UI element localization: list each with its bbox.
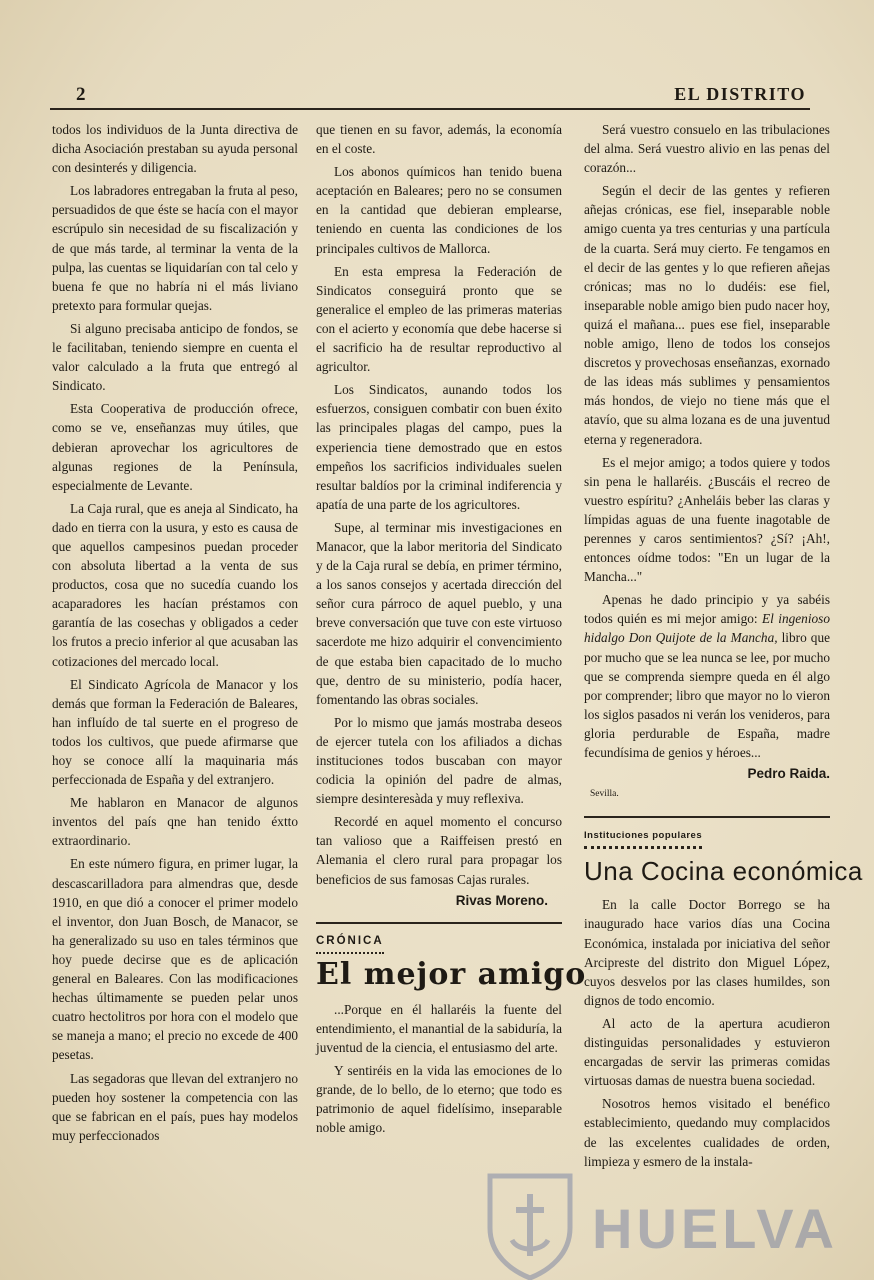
paragraph: Me hablaron en Manacor de algunos inventos del país qne han tenido éxtto extraordinario. [52, 795, 298, 849]
paragraph: Por lo mismo que jamás mostraba deseos de ejercer tutela con los afiliados a dichas instituciones todos buscaban con mayor codicia la opinión del padre de almas, siempre desinteresàda y muy reflexiva. [316, 714, 562, 807]
section-label: Instituciones populares [584, 826, 702, 849]
page-number: 2 [76, 84, 86, 105]
column-1 [52, 120, 298, 1145]
signature-place: Sevilla. [590, 789, 619, 800]
watermark-text: HUELVA [592, 1197, 838, 1260]
paragraph: Nosotros hemos visitado el benéfico establecimiento, quedando muy complacidos de las excelentes cualidades de orden, limpieza y esmero de la instala- [584, 1096, 830, 1169]
paragraph: En esta empresa la Federación de Sindicatos conseguirá pronto que se generalice el empleo de las primeras materias con el acierto y economía que debe hacerse si el sacrificio ha de resultar reproductivo al agricultor. [316, 263, 562, 375]
section-divider [316, 922, 562, 924]
paragraph: En este número figura, en primer lugar, la descascarilladora para almendras que, desde 1910, en que dió a conocer el primer modelo el inventor, don Juan Bosch, de Manacor, se ha generalizado su uso en tales términos que hoy puede decirse que es de aplicación general en Baleares. Con las modificaciones hechas últimamente se pueden pelar unos cuatro hectolitros por hora con el modelo que se maneja a mano; el precio no excede de 400 pesetas. [52, 856, 298, 1063]
page-header [50, 84, 810, 110]
paragraph: Recordé en aquel momento el concurso tan valioso que a Raiffeisen prestó en Alemania el clero rural para propagar los beneficios de sus famosas Cajas rurales. [316, 814, 562, 887]
paragraph: Según el decir de las gentes y refieren añejas crónicas, ese fiel, inseparable noble amigo cuenta ya tres centurias y una partícula de la cuarta. Será muy cierto. Fe tengamos en el decir de las gentes y lo que refieren añejas crónicas; mas no lo dudéis: ese fiel, inseparable noble amigo bien pudo nacer hoy, quizá el mañana... pues ese fiel, inseparable noble amigo, lleno de todos los consejos discretos y provechosas enseñanzas, exornado de las ideas más sublimes y pensamientos más hondos, de viejo no tiene más que el atavío, que su alma lozana es de una juventud eterna y regeneradora. [584, 183, 830, 447]
paragraph: ...Porque en él hallaréis la fuente del entendimiento, el manantial de la sabiduría, la juventud de la ciencia, el entusiasmo del arte. [316, 1001, 562, 1056]
paragraph: Esta Cooperativa de producción ofrece, como se ve, enseñanzas muy útiles, que debieran aprovechar los agricultores de algunas regiones de la Península, especialmente de Levante. [52, 401, 298, 493]
paragraph: Supe, al terminar mis investigaciones en Manacor, que la labor meritoria del Sindicato y de la Caja rural se debía, en primer término, a los sanos consejos y acertada dirección del señor cura párroco de aquel pueblo, y una breve conversación que tuve con este virtuoso sacerdote me hizo adquirir el convencimiento de que estaba bien capacitado de lo mucho que, dentro de su ministerio, podía hacer, fomentando las obras sociales. [316, 519, 562, 707]
text-run: Apenas he dado principio y ya sabéis todos quién es mi mejor amigo: [584, 592, 830, 627]
paragraph: Al acto de la apertura acudieron distinguidas personalidades y estuvieron encargadas de servir las primeras comidas virtuosas damas de nuestra buena sociedad. [584, 1015, 830, 1089]
author-signature: Pedro Raida. [747, 766, 830, 782]
text-run: libro que por mucho que se lea nunca se lee, por mucho que se comprenda siempre queda en él algo por comprender; libro que mayor no lo vieron los siglos pasados ni verán los venideros, para gloria perdurable de España, madre fecundísima de genios y héroes... [584, 630, 830, 760]
paragraph: Es el mejor amigo; a todos quiere y todos sin pena le hallaréis. ¿Buscáis el recreo de vuestro espíritu? ¿Anheláis beber las claras y límpidas aguas de una fuente inagotable de perennes y caros sentimientos? ¿Sí? ¡Ah!, entonces oídme todos: "En un lugar de la Mancha..." [584, 454, 830, 585]
paragraph: Y sentiréis en la vida las emociones de lo grande, de lo bello, de lo eterno; que todo es patrimonio de aquel fidelísimo, inseparable noble amigo. [316, 1063, 562, 1136]
paragraph: La Caja rural, que es aneja al Sindicato, ha dado en tierra con la usura, y esto es causa de que aquellos campesinos puedan proceder con absoluta libertad a la venta de sus productos, cosa que no sucedía cuando los acaparadores les hacían préstamos con garantía de las cosechas y obligados a ceder los frutos a precio inferior al que acusaban las cotizaciones del mercado local. [52, 500, 298, 669]
paragraph: Los labradores entregaban la fruta al peso, persuadidos de que éste se hacía con el mayor escrúpulo sin necesidad de su fiscalización y de que más tarde, al terminar la venta de la pulpa, las cuentas se liquidarían con tal celo y buena fe que no habría ni el más liviano pretexto para formular quejas. [52, 183, 298, 313]
column-2 [316, 120, 587, 1138]
paragraph: Los abonos químicos han tenido buena aceptación en Baleares; pero no se consumen en la cantidad que debieran emplearse, teniendo en cuenta las condiciones de los principales cultivos de Mallorca. [316, 164, 562, 256]
article-headline: Una Cocina económica [584, 856, 863, 887]
paragraph: El Sindicato Agrícola de Manacor y los demás que forman la Federación de Baleares, han influído de tal suerte en el progreso de todos los cultivos, que puede afirmarse que hoy se conoce allí la maquinaria más perfeccionada de España y del extranjero. [52, 676, 298, 788]
author-signature: Rivas Moreno. [455, 892, 548, 908]
paragraph [584, 590, 830, 762]
shield-icon [482, 1170, 578, 1280]
paragraph: Si alguno precisaba anticipo de fondos, se le facilitaban, teniendo siempre en cuenta el valor calculado a la fruta que entregó al Sindicato. [52, 320, 298, 394]
article-headline: El mejor amigo [316, 956, 587, 992]
book-title: El ingenioso hidalgo Don Quijote de la Mancha, [584, 611, 830, 646]
paragraph: todos los individuos de la Junta directiva de dicha Asociación prestaban su ayuda personal con desinterés y diligencia. [52, 122, 298, 176]
section-divider [584, 816, 830, 818]
section-label: CRÓNICA [316, 932, 384, 954]
column-3 [584, 120, 863, 1171]
paragraph: que tienen en su favor, además, la economía en el coste. [316, 122, 562, 157]
paragraph: Será vuestro consuelo en las tribulaciones del alma. Será vuestro alivio en las penas del corazón... [584, 122, 830, 176]
paragraph: En la calle Doctor Borrego se ha inaugurado hace varios días una Cocina Económica, instalada por iniciativa del señor Arcipreste del distrito don Miguel López, cuyos desvelos por las clases humildes, son dignos de todo encomio. [584, 897, 830, 1008]
library-watermark [474, 1166, 838, 1280]
paragraph: Los Sindicatos, aunando todos los esfuerzos, consiguen combatir con buen éxito las principales plagas del campo, pues la experiencia tiene demostrado que en estos empeños los sacrificios individuales suelen resultar baldíos por la criminal indiferencia y apatía de una parte de los agricultores. [316, 382, 562, 512]
newspaper-title: EL DISTRITO [674, 84, 806, 104]
paragraph: Las segadoras que llevan del extranjero no pueden hoy sostener la competencia con las que se fabrican en el país, pues hay modelos muy perfeccionados [52, 1070, 298, 1143]
